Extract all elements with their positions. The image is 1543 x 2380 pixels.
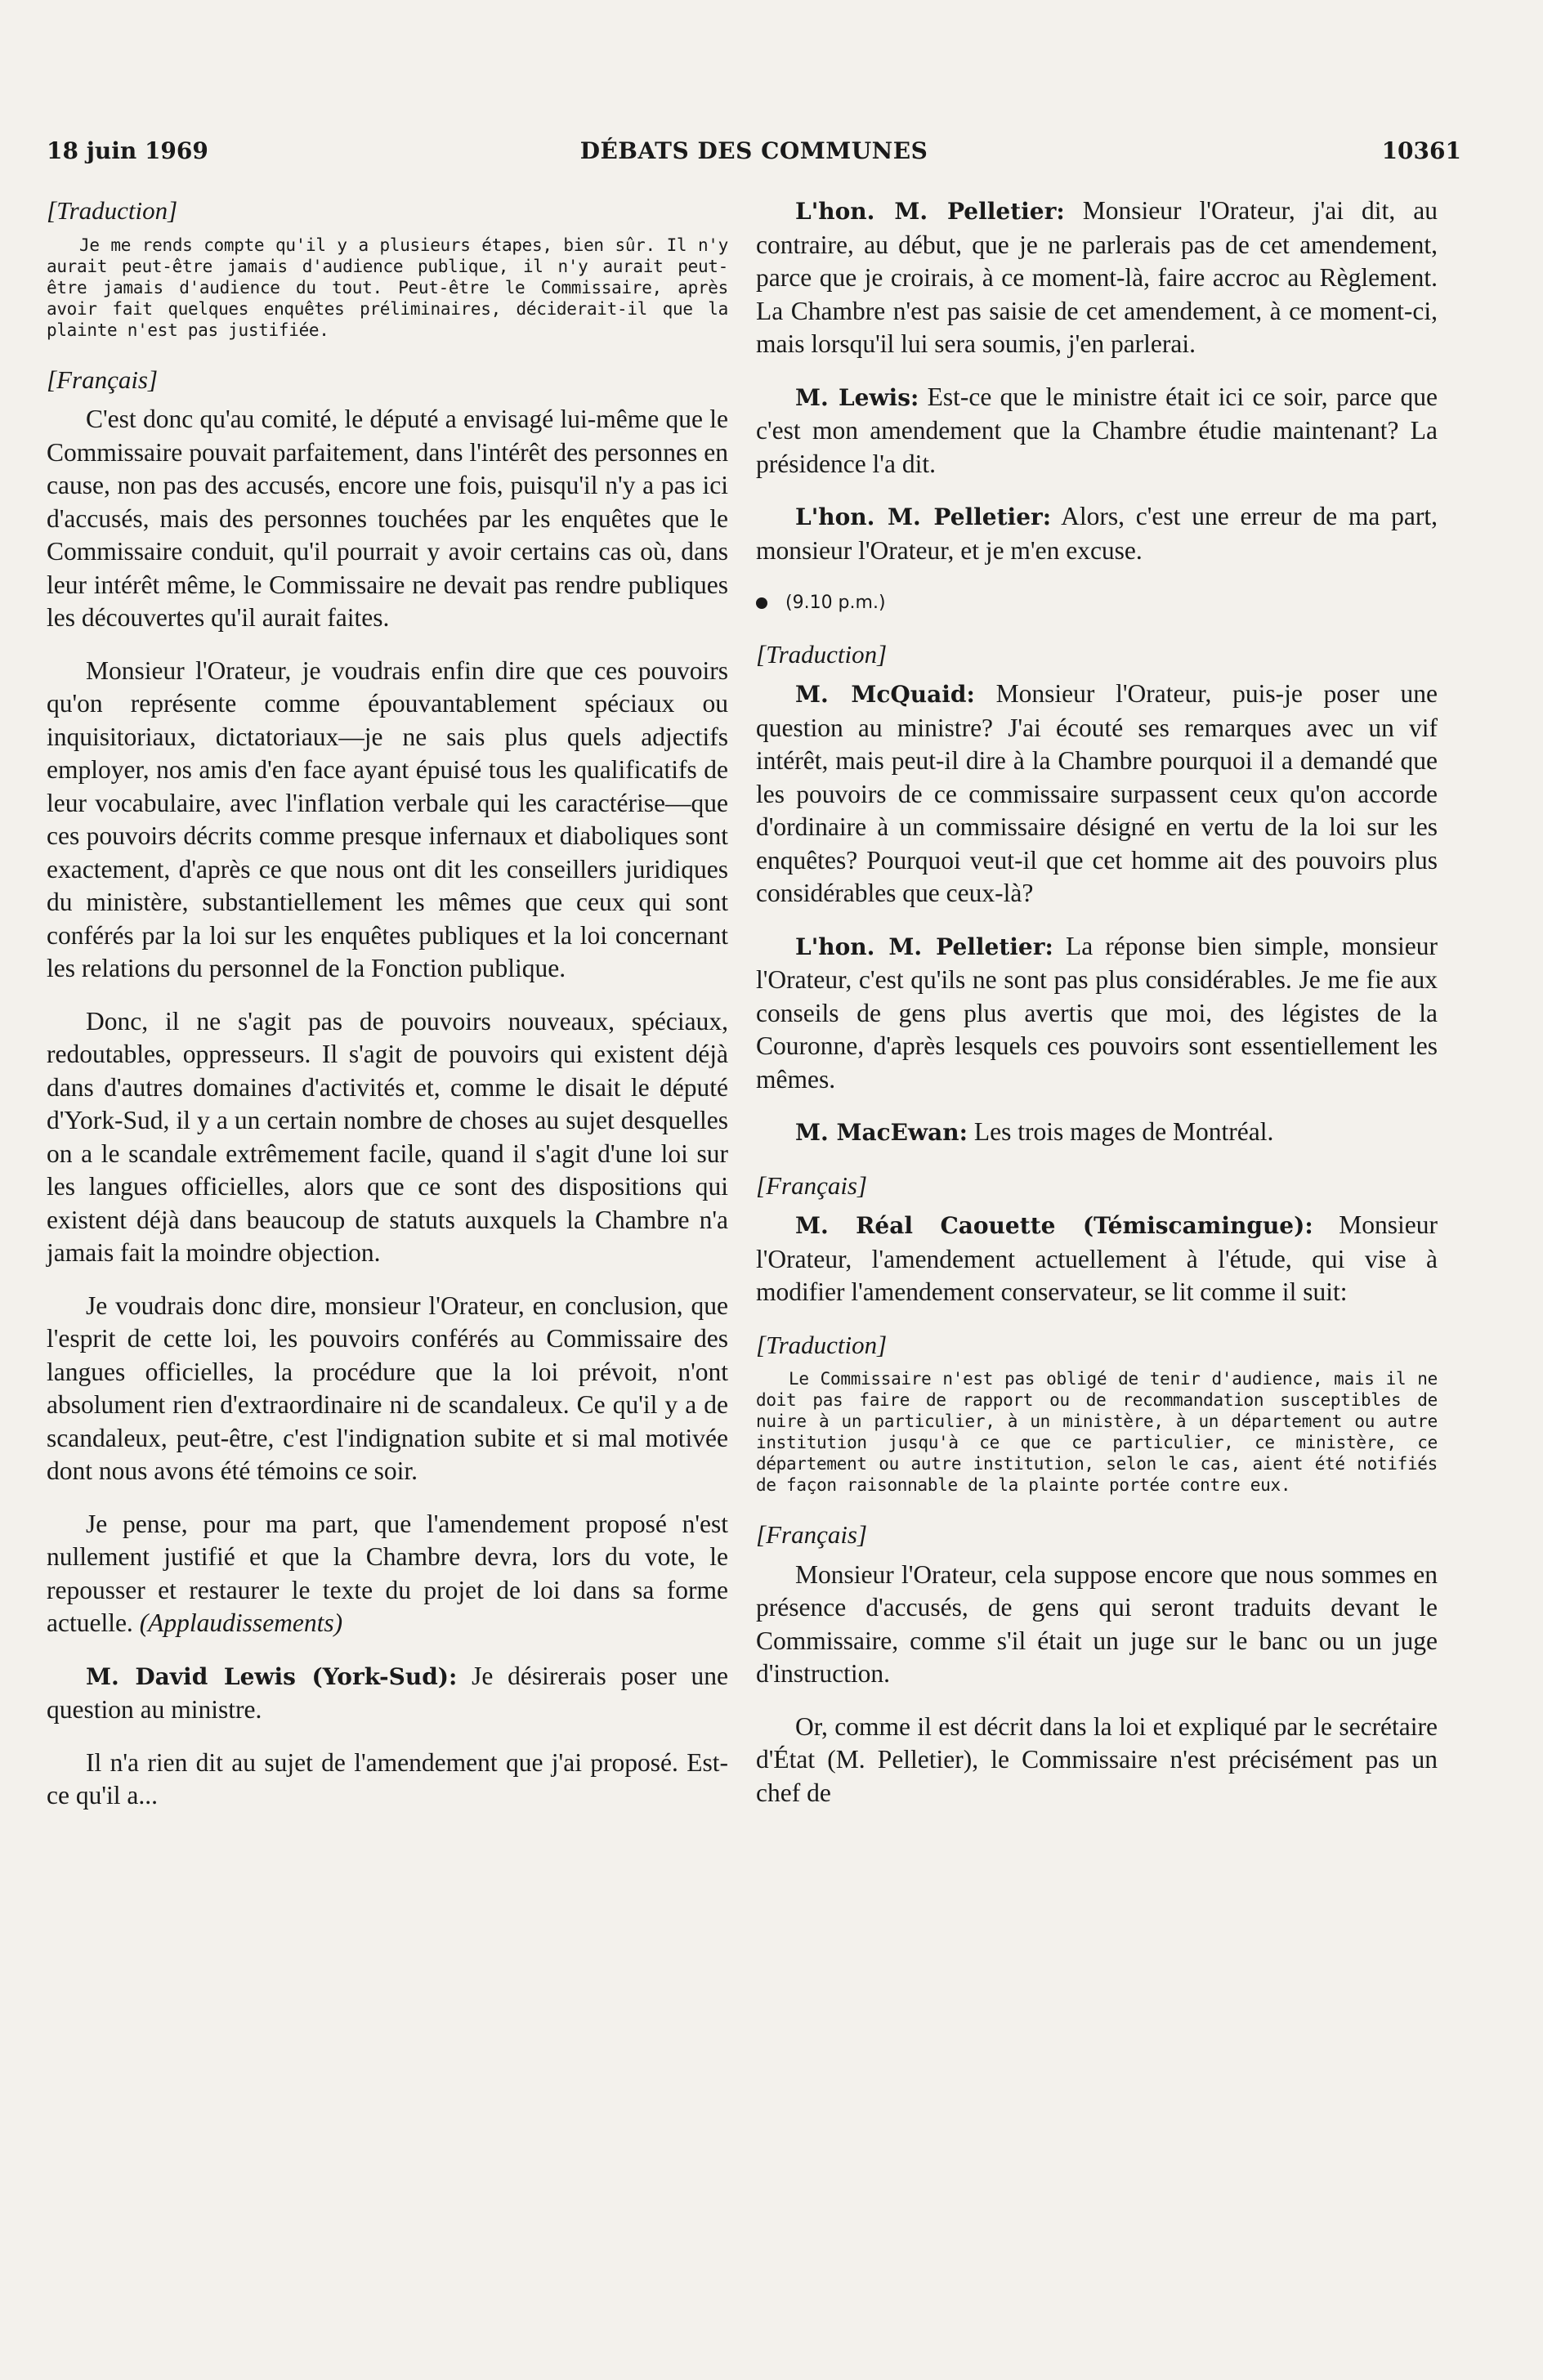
applause-note: (Applaudissements) bbox=[139, 1608, 343, 1637]
page-header bbox=[47, 137, 1461, 170]
language-label: [Français] bbox=[756, 1520, 868, 1549]
speech bbox=[756, 500, 1438, 567]
language-label: [Traduction] bbox=[756, 1330, 888, 1359]
header-title: DÉBATS DES COMMUNES bbox=[579, 137, 928, 164]
speech bbox=[756, 678, 1438, 910]
timestamp bbox=[756, 587, 1438, 620]
speech-text: Monsieur l'Orateur, puis-je poser une question au ministre? J'ai écouté ses remarques avec un vif intérêt, mais peut-il dire à la Chambre pourquoi il a demandé que les pouvoirs de ce commissaire surpassent ceux qu'on accorde d'ordinaire à un commissaire désigné en vertu de la loi sur les enquêtes? Pourquoi veut-il que cet homme ait des pouvoirs plus considérables que ceux-là? bbox=[756, 679, 1438, 907]
speech-text: La réponse bien simple, monsieur l'Orateur, c'est qu'ils ne sont pas plus considérables. Je me fie aux conseils de gens plus avertis que moi, des légistes de la Couronne, d'après lesquels ces pouvoirs sont essentiellement les mêmes. bbox=[756, 931, 1438, 1094]
speech bbox=[756, 381, 1438, 481]
speech bbox=[756, 930, 1438, 1097]
paragraph bbox=[47, 1508, 728, 1640]
speaker-name: L'hon. M. Pelletier: bbox=[795, 933, 1053, 960]
header-page-number: 10361 bbox=[1381, 137, 1461, 164]
speaker-name: M. David Lewis (York-Sud): bbox=[86, 1662, 458, 1690]
header-date: 18 juin 1969 bbox=[47, 137, 208, 164]
speech-text: Les trois mages de Montréal. bbox=[967, 1117, 1274, 1146]
paragraph: Monsieur l'Orateur, je voudrais enfin dire que ces pouvoirs qu'on représente comme épouvantablement spéciaux ou inquisitoriaux, dictatoriaux—je ne sais plus quels adjectifs employer, nos amis d'en face ayant épuisé tous les qualificatifs de leur vocabulaire, avec l'inflation verbale qui les caractérise—que ces pouvoirs décrits comme presque infernaux et diaboliques sont exactement, d'après ce que nous ont dit les conseillers juridiques du ministère, substantiellement les mêmes que ceux qui sont conférés par la loi sur les enquêtes publiques et la loi concernant les relations du personnel de la Fonction publique. bbox=[47, 655, 728, 982]
language-label: [Traduction] bbox=[756, 639, 888, 669]
speaker-name: M. Lewis: bbox=[795, 383, 919, 411]
paragraph: C'est donc qu'au comité, le député a envisagé lui-même que le Commissaire pouvait parfaitement, dans l'intérêt des personnes en cause, non pas des accusés, encore une fois, puisqu'il n'y a pas ici d'accusés, mais des personnes touchées par les enquêtes que le Commissaire conduit, qu'il pourrait y avoir certains cas où, dans leur intérêt même, le Commissaire ne devait pas rendre publiques les découvertes qu'il aurait faites. bbox=[47, 405, 728, 632]
speech-text: Alors, c'est une erreur de ma part, monsieur l'Orateur, et je m'en excuse. bbox=[756, 502, 1438, 565]
paragraph: Or, comme il est décrit dans la loi et expliqué par le secrétaire d'État (M. Pelletier), le Commissaire n'est précisément pas un chef de bbox=[756, 1711, 1438, 1807]
speech bbox=[756, 1209, 1438, 1309]
language-label: [Français] bbox=[756, 1170, 868, 1200]
speech-text: Monsieur l'Orateur, j'ai dit, au contraire, au début, que je ne parlerais pas de cet amendement, parce que je croirais, à ce moment-là, faire accroc au Règlement. La Chambre n'est pas saisie de cet amendement, à ce moment-ci, mais lorsqu'il lui sera soumis, j'en parlerai. bbox=[756, 196, 1438, 358]
quoted-amendment: Le Commissaire n'est pas obligé de tenir d'audience, mais il ne doit pas faire de rapport ou de recommandation susceptibles de nuire à un particulier, à un ministère, à un département ou autre institution jusqu'à ce que ce particulier, ce ministère, ce département ou autre institution, selon le cas, aient été notifiés de façon raisonnable de la plainte portée contre eux. bbox=[756, 1369, 1438, 1495]
speech bbox=[756, 1116, 1438, 1150]
paragraph: Monsieur l'Orateur, cela suppose encore que nous sommes en présence d'accusés, de gens qui seront traduits devant le Commissaire, comme s'il était un juge sur le banc ou un juge d'instruction. bbox=[756, 1559, 1438, 1688]
speaker-name: M. Réal Caouette (Témiscamingue): bbox=[795, 1212, 1313, 1239]
speech bbox=[47, 1660, 728, 1727]
left-column bbox=[47, 195, 728, 1832]
speech-text: Monsieur l'Orateur, l'amendement actuellement à l'étude, qui vise à modifier l'amendement conservateur, se lit comme il suit: bbox=[756, 1210, 1438, 1306]
speaker-name: M. McQuaid: bbox=[795, 681, 975, 708]
paragraph: Donc, il ne s'agit pas de pouvoirs nouveaux, spéciaux, redoutables, oppresseurs. Il s'agit de pouvoirs qui existent déjà dans d'autres domaines d'activités et, comme le disait le député d'York-Sud, il y a un certain nombre de choses au sujet desquelles on a le scandale extrêmement facile, quand il s'agit d'une loi sur les langues officielles, alors que ce sont des dispositions qui existent déjà dans beaucoup de statuts auxquels la Chambre n'a jamais fait la moindre objection. bbox=[47, 1006, 728, 1267]
speaker-name: M. MacEwan: bbox=[795, 1119, 968, 1146]
paragraph-text: Je pense, pour ma part, que l'amendement proposé n'est nullement justifié et que la Chambre devra, lors du vote, le repousser et restaurer le texte du projet de loi dans sa forme actuelle. bbox=[47, 1509, 728, 1637]
language-label: [Traduction] bbox=[47, 196, 178, 225]
language-label: [Français] bbox=[47, 365, 159, 394]
time-text: (9.10 p.m.) bbox=[785, 593, 886, 613]
speaker-name: L'hon. M. Pelletier: bbox=[795, 198, 1065, 225]
quoted-passage: Je me rends compte qu'il y a plusieurs étapes, bien sûr. Il n'y aurait peut-être jamais d'audience publique, il n'y aurait peut-être jamais d'audience du tout. Peut-être le Commissaire, après avoir fait quelques enquêtes préliminaires, déciderait-il que la plainte n'est pas justifiée. bbox=[47, 235, 728, 340]
right-column bbox=[756, 195, 1438, 1829]
paragraph: Je voudrais donc dire, monsieur l'Orateur, en conclusion, que l'esprit de cette loi, les pouvoirs conférés au Commissaire des langues officielles, la procédure que la loi prévoit, n'ont absolument rien d'extraordinaire ni de scandaleux. Ce qu'il y a de scandaleux, peut-être, c'est l'indignation subite et si mal motivée dont nous avons été témoins ce soir. bbox=[47, 1291, 728, 1485]
speech bbox=[756, 195, 1438, 361]
speaker-name: L'hon. M. Pelletier: bbox=[795, 503, 1052, 530]
paragraph: Il n'a rien dit au sujet de l'amendement que j'ai proposé. Est-ce qu'il a... bbox=[47, 1747, 728, 1810]
bullet-icon bbox=[756, 597, 767, 609]
speech-text: Je désirerais poser une question au ministre. bbox=[47, 1661, 728, 1724]
speech-text: Est-ce que le ministre était ici ce soir, parce que c'est mon amendement que la Chambre étudie maintenant? La présidence l'a dit. bbox=[756, 382, 1438, 478]
